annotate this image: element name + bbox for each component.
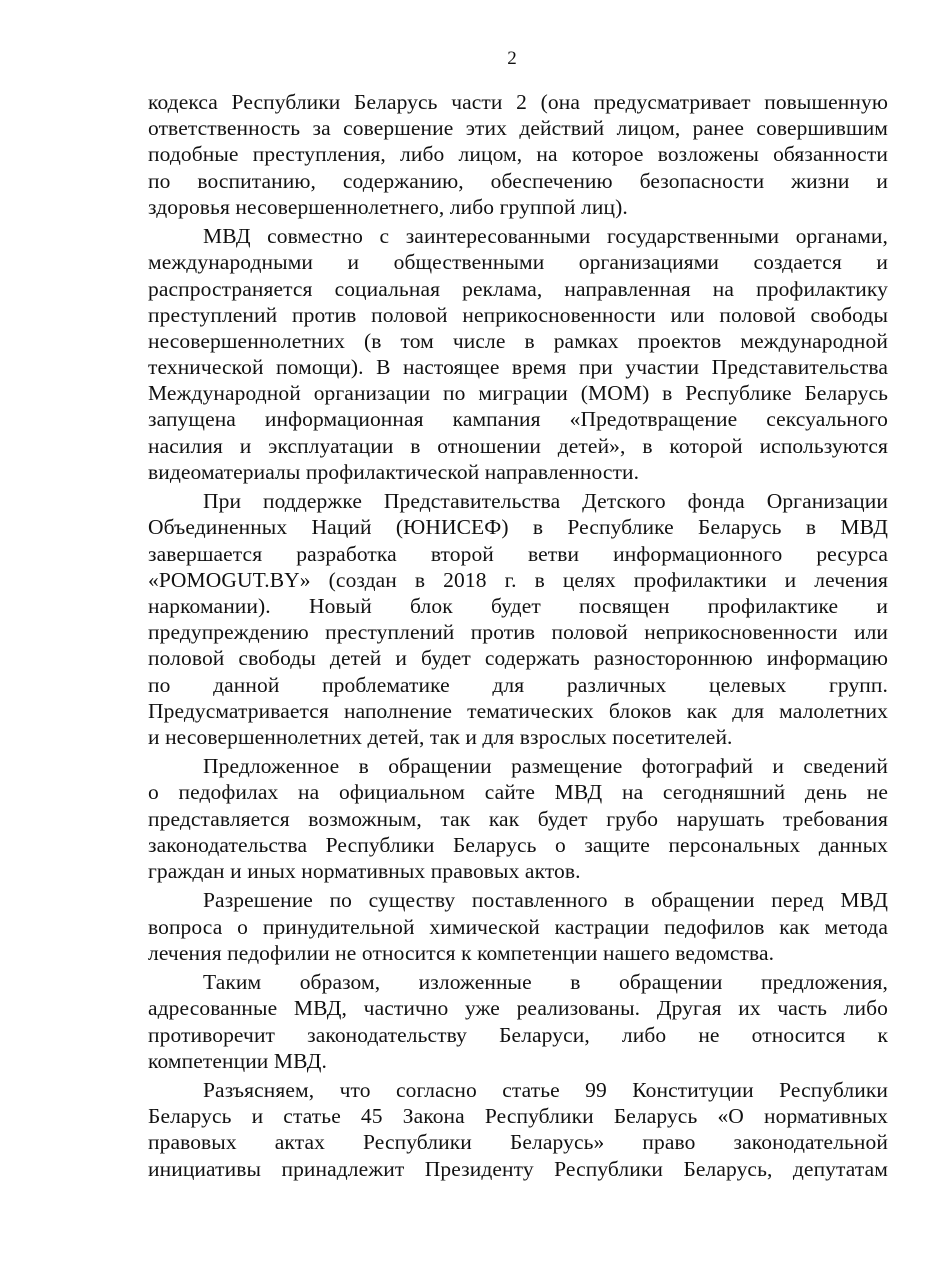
text-line: технической помощи). В настоящее время при участии Представительства: [148, 355, 888, 380]
text-line: «POMOGUT.BY» (создан в 2018 г. в целях профилактики и лечения: [148, 567, 888, 592]
text-line: Разъясняем, что согласно статье 99 Конституции Республики: [203, 1078, 888, 1103]
paragraph: [148, 887, 888, 966]
paragraph: [148, 223, 888, 485]
text-line: несовершеннолетних (в том числе в рамках проектов международной: [148, 328, 888, 353]
paragraph: [148, 753, 888, 884]
text-line: Объединенных Наций (ЮНИСЕФ) в Республике Беларусь в МВД: [148, 515, 888, 540]
text-line: адресованные МВД, частично уже реализованы. Другая их часть либо: [148, 996, 888, 1021]
text-line: запущена информационная кампания «Предотвращение сексуального: [148, 407, 888, 432]
text-line: противоречит законодательству Беларуси, либо не относится к: [148, 1022, 888, 1047]
document-body: [148, 89, 888, 1185]
text-line: компетенции МВД.: [148, 1048, 327, 1073]
text-line: насилия и эксплуатации в отношении детей», в которой используются: [148, 433, 888, 458]
text-line: Разрешение по существу поставленного в обращении перед МВД: [203, 888, 888, 913]
text-line: Международной организации по миграции (МОМ) в Республике Беларусь: [148, 381, 888, 406]
text-line: Предложенное в обращении размещение фотографий и сведений: [203, 754, 888, 779]
paragraph: [148, 89, 888, 220]
text-line: инициативы принадлежит Президенту Республики Беларусь, депутатам: [148, 1156, 888, 1181]
text-line: завершается разработка второй ветви информационного ресурса: [148, 541, 888, 566]
text-line: ответственность за совершение этих действий лицом, ранее совершившим: [148, 116, 888, 141]
text-line: вопроса о принудительной химической кастрации педофилов как метода: [148, 914, 888, 939]
text-line: законодательства Республики Беларусь о защите персональных данных: [148, 832, 888, 857]
text-line: здоровья несовершеннолетнего, либо группой лиц).: [148, 194, 628, 219]
text-line: Предусматривается наполнение тематических блоков как для малолетних: [148, 698, 888, 723]
text-line: кодекса Республики Беларусь части 2 (она предусматривает повышенную: [148, 90, 888, 114]
text-line: половой свободы детей и будет содержать разностороннюю информацию: [148, 646, 888, 671]
text-line: МВД совместно с заинтересованными государственными органами,: [203, 224, 888, 249]
text-line: наркомании). Новый блок будет посвящен профилактике и: [148, 593, 888, 618]
text-line: и несовершеннолетних детей, так и для взрослых посетителей.: [148, 724, 733, 749]
text-line: преступлений против половой неприкосновенности или половой свободы: [148, 302, 888, 327]
text-line: Таким образом, изложенные в обращении предложения,: [203, 970, 888, 995]
text-line: граждан и иных нормативных правовых актов.: [148, 859, 581, 883]
paragraph: [148, 488, 888, 750]
text-line: предупреждению преступлений против половой неприкосновенности или: [148, 620, 888, 645]
text-line: международными и общественными организациями создается и: [148, 250, 888, 275]
text-line: При поддержке Представительства Детского фонда Организации: [203, 489, 888, 514]
text-line: по воспитанию, содержанию, обеспечению безопасности жизни и: [148, 168, 888, 193]
text-line: по данной проблематике для различных целевых групп.: [148, 672, 888, 697]
paragraph: [148, 1077, 888, 1182]
text-line: подобные преступления, либо лицом, на которое возложены обязанности: [148, 142, 888, 167]
text-line: лечения педофилии не относится к компетенции нашего ведомства.: [148, 940, 775, 965]
page-number: 2: [507, 48, 517, 69]
text-line: распространяется социальная реклама, направленная на профилактику: [148, 276, 888, 301]
text-line: видеоматериалы профилактической направленности.: [148, 459, 640, 484]
text-line: Беларусь и статье 45 Закона Республики Беларусь «О нормативных: [148, 1104, 888, 1129]
paragraph: [148, 969, 888, 1074]
text-line: правовых актах Республики Беларусь» право законодательной: [148, 1130, 888, 1155]
text-line: о педофилах на официальном сайте МВД на сегодняшний день не: [148, 780, 888, 805]
text-line: представляется возможным, так как будет грубо нарушать требования: [148, 806, 888, 831]
